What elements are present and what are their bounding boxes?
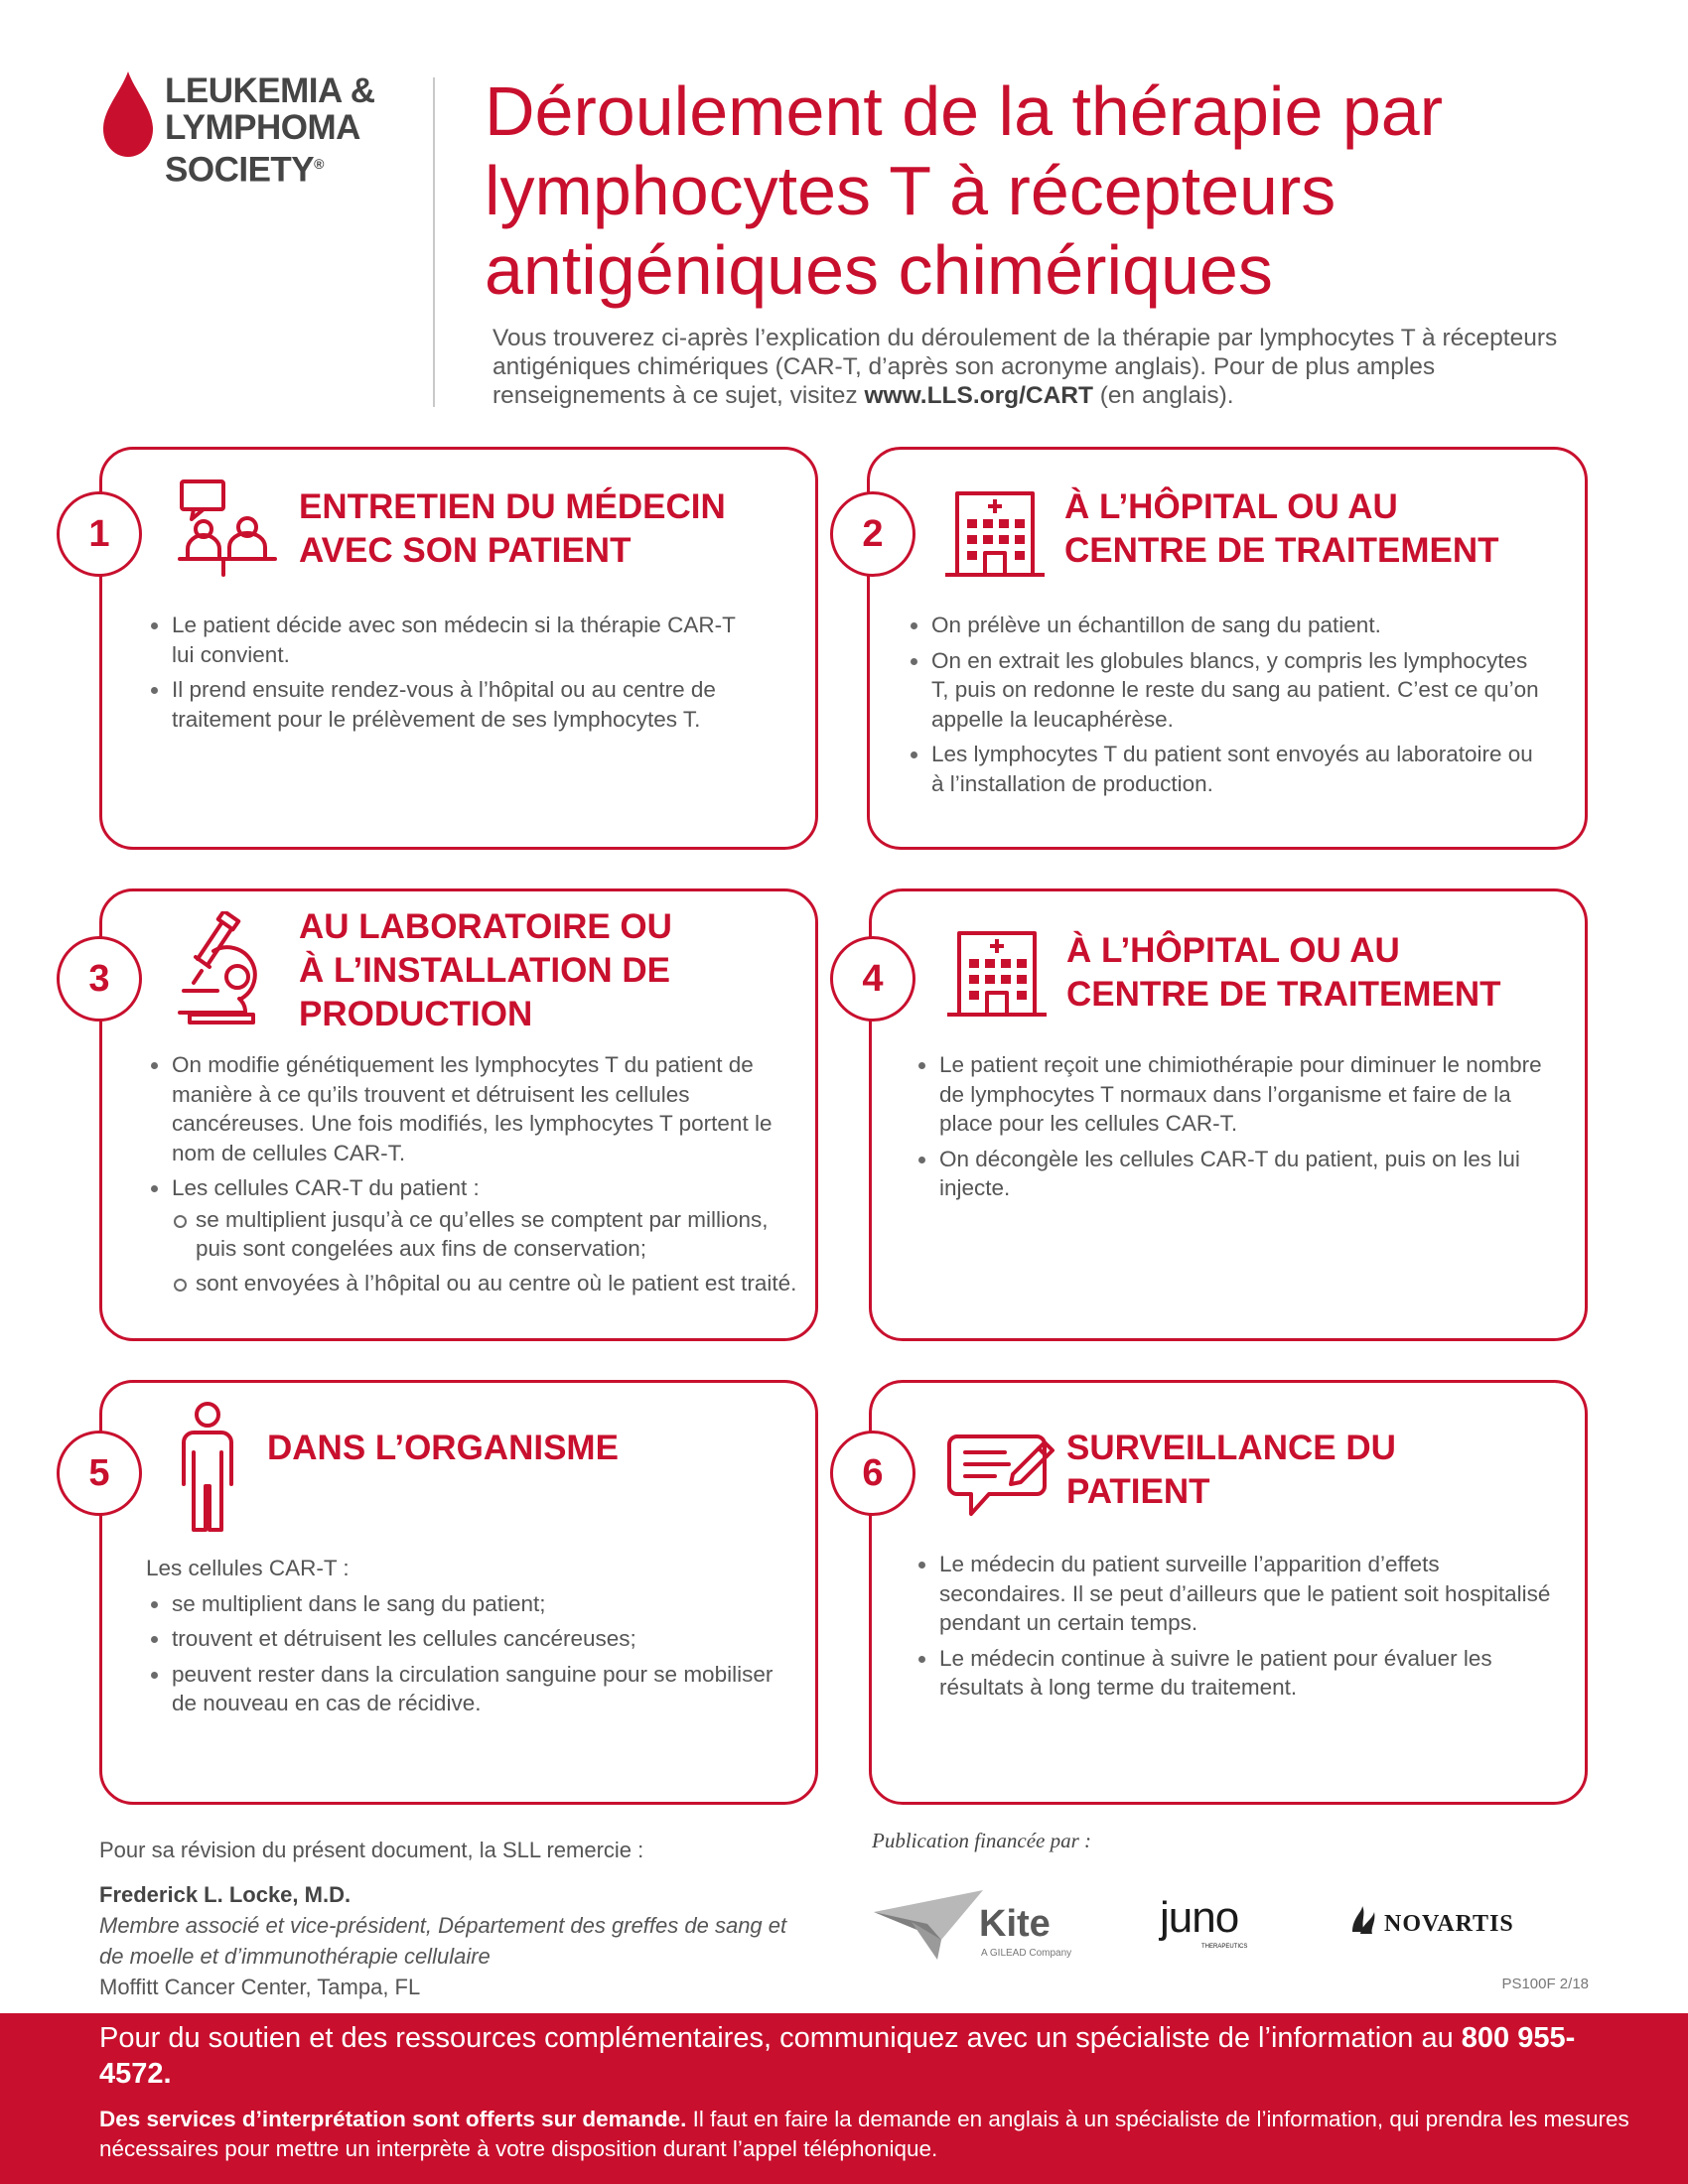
lls-logo [99,68,397,206]
step-card-3 [99,888,818,1341]
footer-phone[interactable]: 800 955-4572 [99,2022,1576,2090]
footer-main-body: Pour du soutien et des ressources complémentaires, communiquez avec un spécialiste de l’information au [99,2022,1462,2054]
reviewer-thanks: Pour sa révision du présent document, la SLL remercie : [99,1838,644,1862]
chat-notes-icon [945,1431,1056,1522]
funded-by-label: Publication financée par : [872,1829,1092,1852]
kite-wordmark: Kite [979,1903,1051,1945]
registered-mark: ® [314,156,324,172]
hospital-icon [943,487,1047,581]
list-item: peuvent rester dans la circulation sanguine pour se mobiliser de nouveau en cas de récidive. [146,1660,791,1718]
header-divider [433,77,435,407]
step-title-1 [299,485,795,573]
sub-list-item: se multiplient jusqu’à ce qu’elles se comptent par millions, puis sont congelées aux fins de conservation; [172,1205,801,1264]
logo-name [165,72,374,189]
step-number-3: 3 [57,936,142,1022]
sub-list-item: sont envoyées à l’hôpital ou au centre où le patient est traité. [172,1269,801,1298]
intro-paragraph [492,324,1565,410]
step-card-5 [99,1380,818,1805]
reviewer-name: Frederick L. Locke, M.D. [99,1882,352,1907]
list-item: Le médecin continue à suivre le patient pour évaluer les résultats à long terme du traitement. [914,1644,1559,1703]
footer-main-text [99,2020,1628,2092]
juno-subtitle: THERAPEUTICS [1201,1944,1248,1950]
step-number-5: 5 [57,1431,142,1516]
step-card-1 [99,447,818,850]
footer-main-tail: . [163,2058,172,2090]
step-body-3 [146,1050,801,1303]
step-title-3-line-3: PRODUCTION [299,995,533,1033]
microscope-icon [176,911,271,1026]
step-body-1 [146,611,762,740]
step-number-6: 6 [830,1431,915,1516]
list-item: Le médecin du patient surveille l’apparition d’effets secondaires. Il se peut d’ailleurs que le patient soit hospitalisé pendant un certain temps. [914,1550,1559,1638]
footer-sub-body: Il faut en faire la demande en anglais à un spécialiste de l’information, qui prendra les mesures nécessaires pour mettre un interprète à votre disposition durant l’appel téléphonique. [99,2107,1629,2161]
list-item: Le patient décide avec son médecin si la thérapie CAR-T lui convient. [146,611,762,669]
footer-sub-text [99,2105,1648,2164]
list-item: Les lymphocytes T du patient sont envoyés au laboratoire ou à l’installation de production. [906,740,1541,798]
step-body-2 [906,611,1541,804]
step-title-4-line-1: À L’HÔPITAL OU AU [1066,931,1400,970]
juno-wordmark: juno [1160,1896,1239,1942]
step-title-3 [299,905,795,1036]
step-title-2-line-1: À L’HÔPITAL OU AU [1064,487,1398,526]
novartis-logo [1348,1902,1567,1942]
person-icon [176,1401,239,1534]
reviewer-credits [99,1835,814,2002]
list-item: On décongèle les cellules CAR-T du patient, puis on les lui injecte. [914,1145,1559,1203]
list-item: se multiplient dans le sang du patient; [146,1589,791,1619]
footer-banner [0,2013,1688,2184]
list-item: Le patient reçoit une chimiothérapie pour diminuer le nombre de lymphocytes T normaux dans l’organisme et faire de la place pour les cellules CAR-T. [914,1050,1559,1139]
page-title: Déroulement de la thérapie par lymphocytes T à récepteurs antigéniques chimériques [485,72,1444,309]
step-title-4 [1066,929,1573,1017]
step-card-6 [869,1380,1588,1805]
list-item: Il prend ensuite rendez-vous à l’hôpital ou au centre de traitement pour le prélèvement de ses lymphocytes T. [146,675,762,734]
step-title-5 [267,1427,783,1470]
reviewer-role: Membre associé et vice-président, Département des greffes de sang et de moelle et d’immunothérapie cellulaire [99,1913,787,1969]
list-item: On prélève un échantillon de sang du patient. [906,611,1541,640]
step-body-6 [914,1550,1559,1708]
logo-line-3: SOCIETY [165,150,315,190]
step-number-1: 1 [57,491,142,577]
kite-subtitle: A GILEAD Company [981,1948,1072,1959]
logo-line-2: LYMPHOMA [165,108,360,147]
document-code: PS100F 2/18 [1501,1976,1589,1992]
doctor-patient-icon [178,478,277,577]
step-card-2 [867,447,1588,850]
step-body-4 [914,1050,1559,1209]
intro-link[interactable]: www.LLS.org/CART [864,382,1093,409]
juno-logo [1158,1896,1269,1952]
intro-text: Vous trouverez ci-après l’explication du déroulement de la thérapie par lymphocytes T à récepteurs antigéniques chimériques (CAR-T, d’après son acronyme anglais). Pour de plus amples renseignements à ce sujet, visitez [492,325,1558,409]
list-item: On modifie génétiquement les lymphocytes T du patient de manière à ce qu’ils trouvent et détruisent les cellules cancéreuses. Une fois modifiés, les lymphocytes T portent le nom de cellules CAR-T. [146,1050,801,1167]
step-number-2: 2 [830,491,915,577]
hospital-icon [945,927,1049,1021]
reviewer-institution: Moffitt Cancer Center, Tampa, FL [99,1975,421,1999]
intro-tail: (en anglais). [1092,382,1234,409]
logo-line-1: LEUKEMIA & [165,71,375,110]
step-title-6-line-2: PATIENT [1066,1472,1210,1511]
list-item: trouvent et détruisent les cellules cancéreuses; [146,1624,791,1654]
list-item-text: Les cellules CAR-T du patient : [172,1175,480,1200]
footer-sub-bold: Des services d’interprétation sont offerts sur demande. [99,2107,687,2131]
blood-drop-icon [99,69,157,159]
step-card-4 [869,888,1588,1341]
step-title-2-line-2: CENTRE DE TRAITEMENT [1064,531,1499,570]
step-title-1-line-1: ENTRETIEN DU MÉDECIN [299,487,726,526]
step-title-6-line-1: SURVEILLANCE DU [1066,1429,1396,1467]
step-lead-5: Les cellules CAR-T : [146,1556,350,1580]
step-number-4: 4 [830,936,915,1022]
step-title-1-line-2: AVEC SON PATIENT [299,531,632,570]
novartis-wordmark: NOVARTIS [1384,1911,1514,1937]
list-item [146,1173,801,1297]
list-item: On en extrait les globules blancs, y compris les lymphocytes T, puis on redonne le reste du sang au patient. C’est ce qu’on appelle la leucaphérèse. [906,646,1541,735]
step-title-6 [1066,1427,1563,1514]
step-title-4-line-2: CENTRE DE TRAITEMENT [1066,975,1501,1014]
kite-logo [872,1884,1090,1964]
step-title-5-line-1: DANS L’ORGANISME [267,1429,619,1467]
step-title-3-line-2: À L’INSTALLATION DE [299,951,670,990]
step-title-3-line-1: AU LABORATOIRE OU [299,907,672,946]
step-title-2 [1064,485,1571,573]
step-body-5 [146,1554,791,1724]
